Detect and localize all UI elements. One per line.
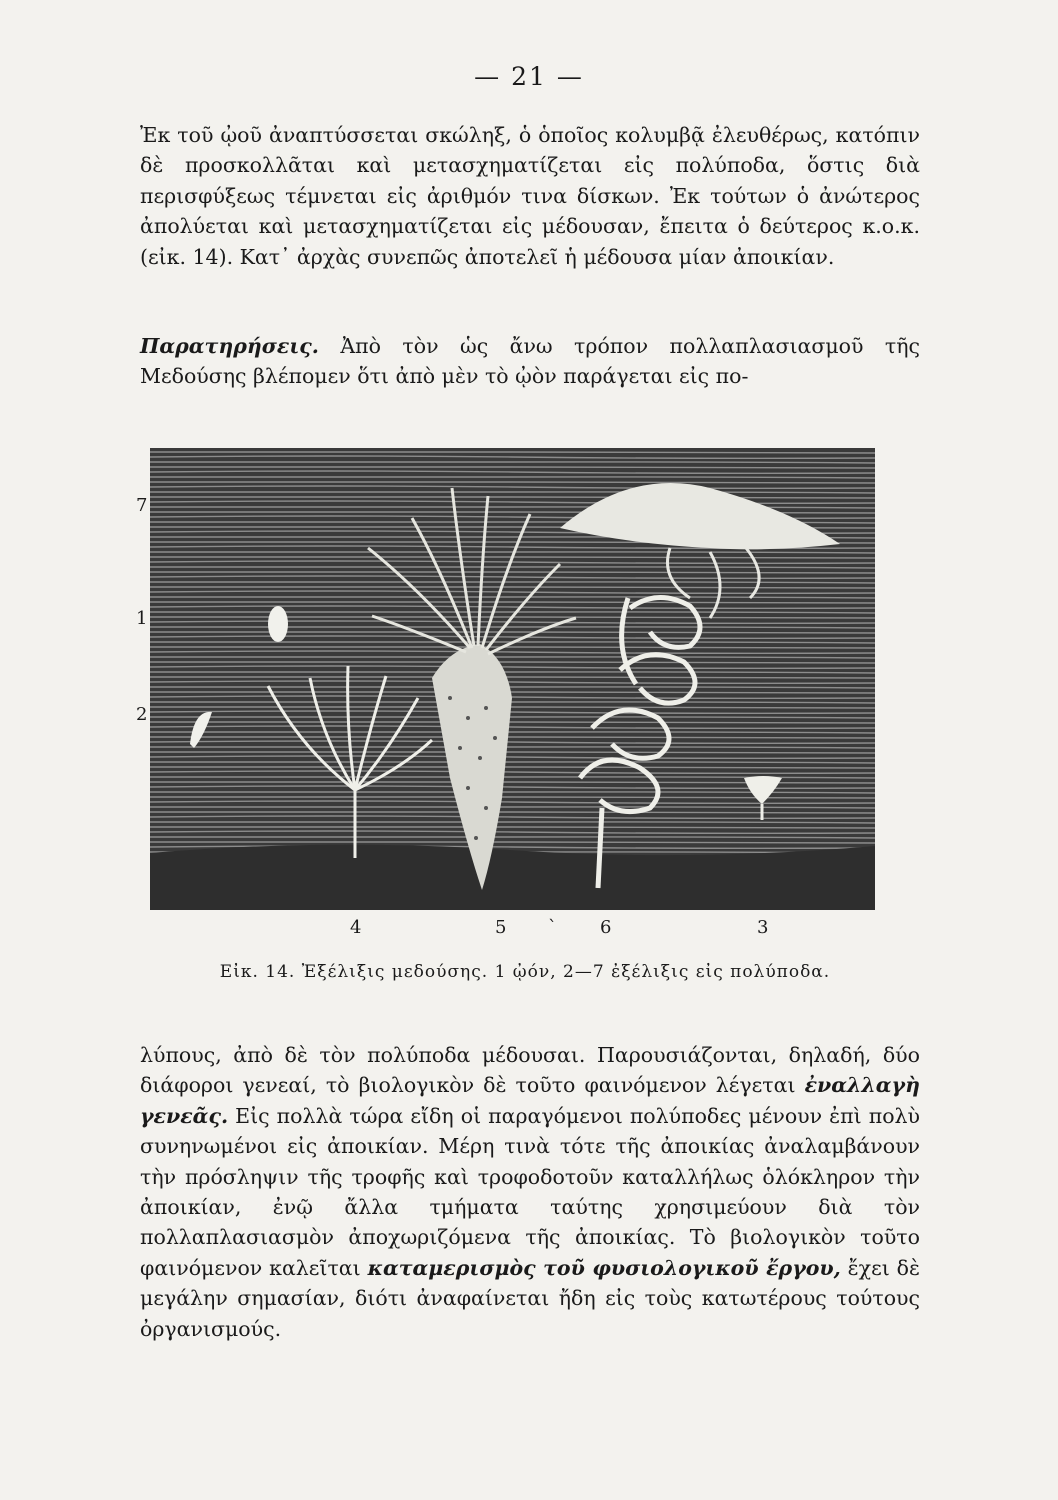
jellyfish-development-figure	[150, 448, 875, 910]
term-division-of-labour: καταμερισμὸς τοῦ φυσιολογικοῦ ἔργου,	[367, 1255, 841, 1280]
figure-label-3: 3	[757, 917, 769, 938]
paragraph-2	[140, 331, 920, 392]
egg-shape	[268, 606, 288, 642]
figure-label-2: 2	[136, 704, 148, 725]
page-number: — 21 —	[474, 62, 584, 91]
figure-label-6: 6	[600, 917, 612, 938]
paragraph-3-text-b: Εἰς πολλὰ τώρα εἴδη οἱ παραγόμενοι πολύποδες μένουν ἐπὶ πολὺ συνηνωμένοι εἰς ἀποικίαν. Μέρη τινὰ τότε τῆς ἀποικίας ἀναλαμβάνουν τὴν πρόσληψιν τῆς τροφῆς καὶ τροφοδοτοῦν καταλλήλως ὁλόκληρον τὴν ἀποικίαν, ἐνῷ ἄλλα τμήματα ταύτης χρησιμεύουν διὰ τὸν πολλαπλασιασμὸν ἀποχωριζόμενα τῆς ἀποικίας. Τὸ βιολογικὸν τοῦτο φαινόμενον καλεῖται	[140, 1103, 920, 1280]
paragraph-2-text: Ἀπὸ τὸν ὡς ἄνω τρόπον πολλαπλασιασμοῦ τῆς Μεδούσης βλέπομεν ὅτι ἀπὸ μὲν τὸ ᾠὸν παράγεται εἰς πο-	[140, 334, 920, 389]
paragraph-3-text-a: λύπους, ἀπὸ δὲ τὸν πολύποδα μέδουσαι. Παρουσιάζονται, δηλαδή, δύο διάφοροι γενεαί, τὸ βιολογικὸν δὲ τοῦτο φαινόμενον λέγεται	[140, 1043, 920, 1098]
paragraph-3-text-c: ἔχει δὲ μεγάλην σημασίαν, διότι ἀναφαίνεται ἤδη εἰς τοὺς κατωτέρους τούτους ὀργανισμούς.	[140, 1255, 920, 1341]
figure-label-4: 4	[350, 917, 362, 938]
term-alternation-of-generations: ἐναλλαγὴ γενεᾶς.	[140, 1073, 920, 1128]
paragraph-3	[140, 1040, 920, 1344]
engraving-illustration	[150, 448, 875, 910]
paragraph-1: Ἐκ τοῦ ᾠοῦ ἀναπτύσσεται σκώληξ, ὁ ὁποῖος κολυμβᾷ ἐλευθέρως, κατόπιν δὲ προσκολλᾶται καὶ μετασχηματίζεται εἰς πολύποδα, ὅστις διὰ περισφύξεως τέμνεται εἰς ἀριθμόν τινα δίσκων. Ἐκ τούτων ὁ ἀνώτερος ἀπολύεται καὶ μετασχηματίζεται εἰς μέδουσαν, ἔπειτα ὁ δεύτερος κ.ο.κ. (εἰκ. 14). Κατ᾽ ἀρχὰς συνεπῶς ἀποτελεῖ ἡ μέδουσα μίαν ἀποικίαν.	[140, 123, 920, 269]
figure-label-mark: `	[548, 917, 557, 938]
figure-caption: Εἰκ. 14. Ἐξέλιξις μεδούσης. 1 ᾠόν, 2—7 ἐξέλιξις εἰς πολύποδα.	[219, 962, 831, 982]
figure-label-5: 5	[495, 917, 507, 938]
observations-heading: Παρατηρήσεις.	[140, 334, 319, 358]
figure-label-7: 7	[136, 495, 148, 516]
figure-label-1: 1	[136, 608, 148, 629]
